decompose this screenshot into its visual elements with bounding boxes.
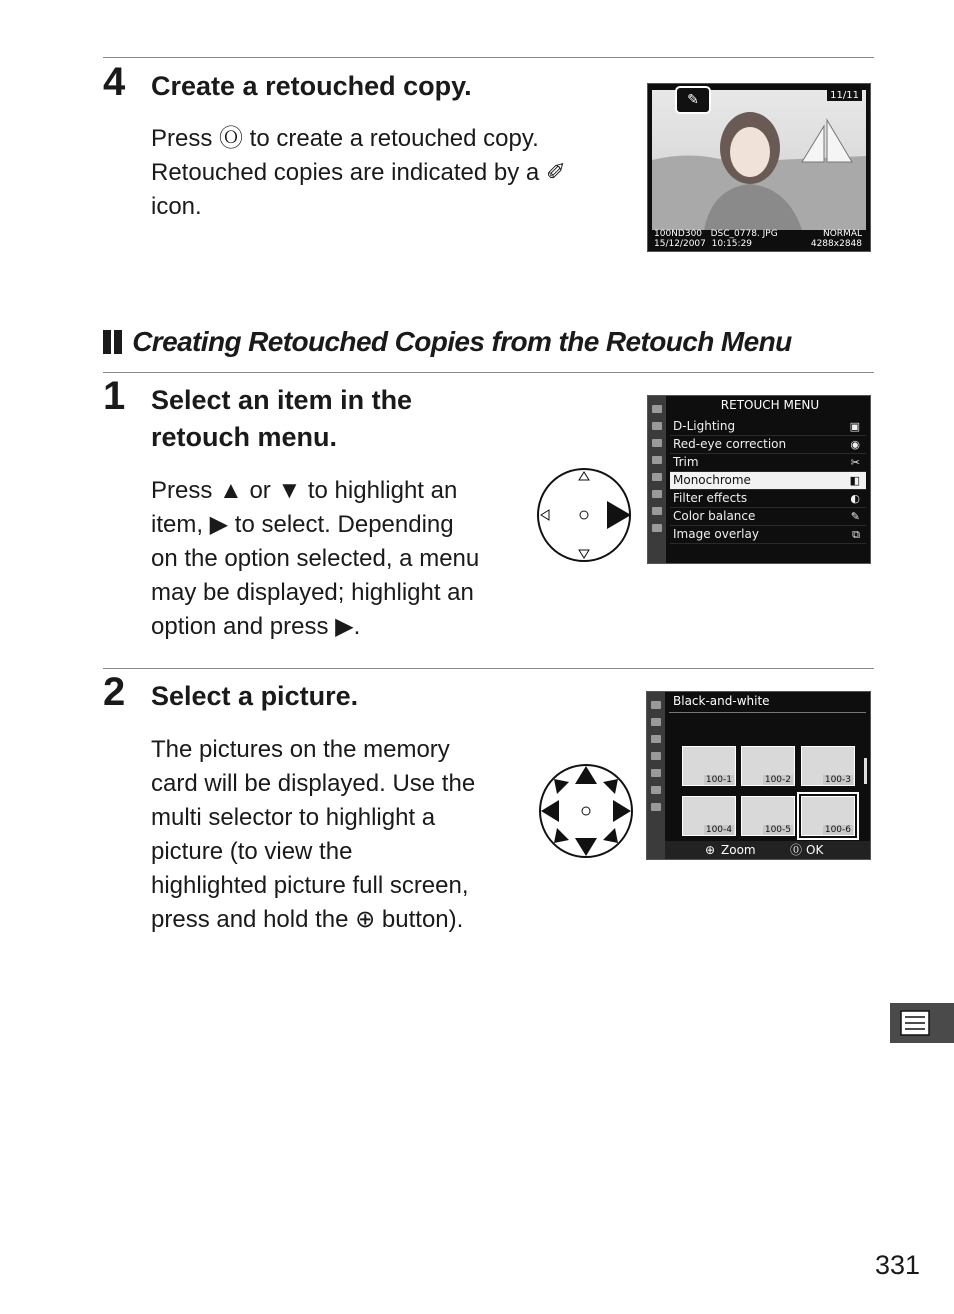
section-heading [103, 322, 792, 362]
monochrome-icon: ◧ [849, 474, 860, 487]
step-2-line-3: multi selector to highlight a [151, 804, 436, 831]
top-rule [103, 57, 874, 58]
menu-item-color-balance[interactable] [670, 508, 866, 526]
menu-header: RETOUCH MENU [720, 398, 820, 412]
step-4-number: 4 [103, 60, 126, 104]
thumbnail-2[interactable] [741, 746, 795, 786]
thumbnail-label: 100-6 [824, 825, 851, 835]
scrollbar[interactable] [864, 758, 867, 784]
step-2-title: Select a picture. [151, 681, 359, 711]
ok-button-icon: ⓪ [790, 843, 803, 857]
filter-icon: ◐ [850, 492, 860, 505]
menu-item-filter-effects[interactable] [670, 490, 866, 508]
step-1-title-line-2: retouch menu. [151, 422, 338, 452]
retouch-menu-screen [647, 395, 871, 564]
thumbnail-label: 100-5 [764, 825, 791, 835]
step-2-line-4: picture (to view the [151, 838, 353, 865]
menu-item-label: Image overlay [673, 527, 759, 541]
step-4-line-3: icon. [151, 193, 202, 220]
step-4-line-1: Press Ⓞ to create a retouched copy. [151, 125, 539, 152]
step-1-line-1: Press ▲ or ▼ to highlight an [151, 477, 458, 504]
thumbnail-label: 100-3 [824, 775, 851, 785]
chapter-tab [890, 1003, 954, 1043]
step-1-title [151, 382, 412, 456]
section-bullet-1 [103, 330, 111, 354]
menu-item-trim[interactable] [670, 454, 866, 472]
menu-item-label: Red-eye correction [673, 437, 787, 451]
thumbnail-label: 100-4 [705, 825, 732, 835]
footer-ok-label: OK [806, 843, 824, 857]
scissors-icon: ✂ [850, 456, 860, 469]
step-4-title: Create a retouched copy. [151, 71, 472, 101]
picture-select-screen [646, 691, 871, 860]
menu-item-image-overlay[interactable] [670, 526, 866, 544]
thumbnail-4[interactable] [682, 796, 736, 836]
step-2-line-6: press and hold the ⊕ button). [151, 906, 464, 933]
step-2-rule [103, 668, 874, 669]
step-1-number: 1 [103, 374, 126, 418]
retouch-menu-list-icon [890, 1003, 954, 1043]
multi-selector-all-directions-icon [537, 762, 635, 860]
info-left-2: 15/12/2007 10:15:29 [654, 239, 753, 249]
section-heading-text: Creating Retouched Copies from the Retouch Menu [132, 326, 792, 357]
thumbnail-6[interactable] [801, 796, 855, 836]
step-1-rule [103, 372, 874, 373]
step-1-line-3: on the option selected, a menu [151, 545, 480, 572]
step-1-line-4: may be displayed; highlight an [151, 579, 474, 606]
section-bullet-2 [114, 330, 122, 354]
footer-zoom-label: Zoom [721, 843, 756, 857]
menu-sidebar [648, 396, 666, 563]
step-1-line-5: option and press ▶. [151, 613, 361, 640]
info-left-1: 100ND300 DSC_0778. JPG [654, 229, 778, 239]
frame-counter: 11/11 [827, 90, 862, 101]
multi-selector-right-icon [535, 466, 633, 564]
header-rule [669, 712, 866, 713]
zoom-button-icon: ⊕ [705, 843, 716, 857]
overlay-icon: ⧉ [852, 528, 860, 541]
step-2-body [151, 733, 475, 937]
thumbnail-5[interactable] [741, 796, 795, 836]
info-right-1: NORMAL [822, 229, 862, 239]
menu-item-monochrome[interactable] [670, 472, 866, 490]
playback-screen [647, 83, 871, 252]
menu-item-label: D-Lighting [673, 419, 736, 433]
step-2-line-5: highlighted picture full screen, [151, 872, 469, 899]
page-number: 331 [874, 1250, 920, 1280]
step-2-line-2: card will be displayed. Use the [151, 770, 476, 797]
info-right-2: 4288x2848 [810, 239, 862, 249]
thumbnail-label: 100-1 [705, 775, 732, 785]
thumbnail-label: 100-2 [764, 775, 791, 785]
menu-item-label: Filter effects [673, 491, 748, 505]
d-lighting-icon: ▣ [849, 420, 860, 433]
step-4-body [151, 122, 566, 224]
screen-header: Black-and-white [673, 694, 770, 708]
step-1-title-line-1: Select an item in the [151, 385, 413, 415]
thumbnail-3[interactable] [801, 746, 855, 786]
step-1-line-2: item, ▶ to select. Depending [151, 511, 454, 538]
menu-item-red-eye[interactable] [670, 436, 866, 454]
step-4-line-2: Retouched copies are indicated by a ✐ [151, 159, 567, 186]
color-balance-icon: ✎ [850, 510, 860, 523]
step-2-number: 2 [103, 670, 126, 714]
eye-icon: ◉ [850, 438, 860, 451]
footer-bar [665, 841, 870, 859]
retouch-icon: ✎ [675, 86, 711, 114]
thumbnail-1[interactable] [682, 746, 736, 786]
menu-item-label: Trim [673, 455, 699, 469]
menu-item-label: Color balance [673, 509, 756, 523]
step-1-body [151, 474, 479, 644]
menu-item-label: Monochrome [673, 473, 751, 487]
menu-item-d-lighting[interactable] [670, 418, 866, 436]
step-2-line-1: The pictures on the memory [151, 736, 450, 763]
menu-sidebar [647, 692, 665, 859]
